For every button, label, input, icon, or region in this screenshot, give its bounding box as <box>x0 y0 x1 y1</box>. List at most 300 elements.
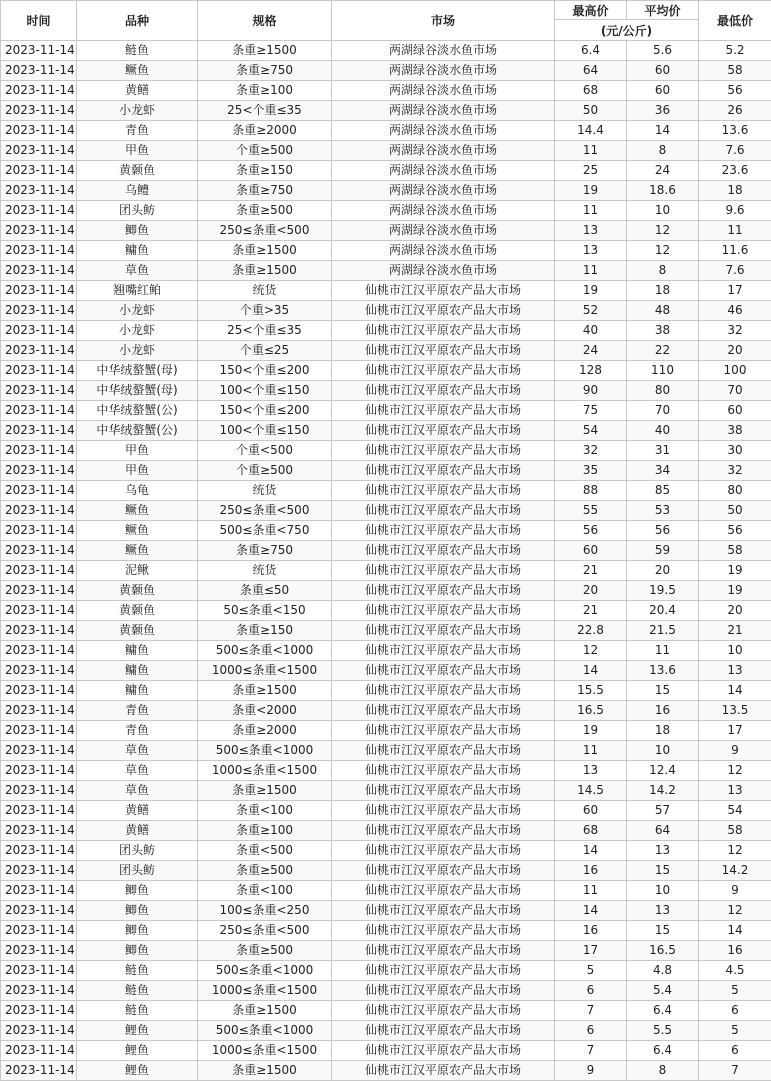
cell-date: 2023-11-14 <box>1 661 77 681</box>
cell-variety: 小龙虾 <box>77 321 198 341</box>
cell-avg-price: 20.4 <box>627 601 699 621</box>
cell-avg-price: 11 <box>627 641 699 661</box>
cell-avg-price: 8 <box>627 1061 699 1081</box>
cell-low-price: 5.2 <box>699 41 771 61</box>
cell-date: 2023-11-14 <box>1 581 77 601</box>
cell-high-price: 25 <box>555 161 627 181</box>
cell-date: 2023-11-14 <box>1 921 77 941</box>
cell-spec: 条重≥150 <box>198 161 332 181</box>
cell-avg-price: 16.5 <box>627 941 699 961</box>
cell-market: 仙桃市江汉平原农产品大市场 <box>332 641 555 661</box>
cell-market: 仙桃市江汉平原农产品大市场 <box>332 301 555 321</box>
table-row <box>1 641 771 661</box>
cell-low-price: 14 <box>699 921 771 941</box>
table-row <box>1 1041 771 1061</box>
cell-high-price: 5 <box>555 961 627 981</box>
cell-market: 仙桃市江汉平原农产品大市场 <box>332 801 555 821</box>
cell-high-price: 60 <box>555 541 627 561</box>
cell-high-price: 7 <box>555 1041 627 1061</box>
cell-avg-price: 15 <box>627 921 699 941</box>
cell-market: 仙桃市江汉平原农产品大市场 <box>332 621 555 641</box>
cell-low-price: 56 <box>699 81 771 101</box>
cell-spec: 条重≥750 <box>198 61 332 81</box>
cell-high-price: 6 <box>555 1021 627 1041</box>
cell-low-price: 16 <box>699 941 771 961</box>
cell-avg-price: 85 <box>627 481 699 501</box>
cell-avg-price: 36 <box>627 101 699 121</box>
cell-market: 仙桃市江汉平原农产品大市场 <box>332 1061 555 1081</box>
table-row <box>1 841 771 861</box>
table-row <box>1 361 771 381</box>
cell-market: 仙桃市江汉平原农产品大市场 <box>332 501 555 521</box>
cell-low-price: 6 <box>699 1001 771 1021</box>
cell-market: 仙桃市江汉平原农产品大市场 <box>332 481 555 501</box>
table-row <box>1 561 771 581</box>
cell-date: 2023-11-14 <box>1 1001 77 1021</box>
cell-low-price: 9 <box>699 741 771 761</box>
cell-market: 仙桃市江汉平原农产品大市场 <box>332 381 555 401</box>
cell-high-price: 68 <box>555 821 627 841</box>
cell-date: 2023-11-14 <box>1 841 77 861</box>
cell-high-price: 11 <box>555 881 627 901</box>
table-row <box>1 621 771 641</box>
cell-low-price: 18 <box>699 181 771 201</box>
cell-variety: 黄颡鱼 <box>77 581 198 601</box>
cell-date: 2023-11-14 <box>1 401 77 421</box>
cell-high-price: 60 <box>555 801 627 821</box>
cell-variety: 乌龟 <box>77 481 198 501</box>
cell-variety: 团头鲂 <box>77 861 198 881</box>
cell-spec: 条重≥1500 <box>198 1001 332 1021</box>
table-row <box>1 241 771 261</box>
cell-market: 仙桃市江汉平原农产品大市场 <box>332 341 555 361</box>
cell-high-price: 14.4 <box>555 121 627 141</box>
cell-date: 2023-11-14 <box>1 341 77 361</box>
table-row <box>1 61 771 81</box>
table-row <box>1 581 771 601</box>
cell-spec: 条重≥1500 <box>198 241 332 261</box>
header-date: 时间 <box>1 1 77 41</box>
header-spec: 规格 <box>198 1 332 41</box>
cell-variety: 青鱼 <box>77 701 198 721</box>
cell-avg-price: 10 <box>627 881 699 901</box>
cell-market: 仙桃市江汉平原农产品大市场 <box>332 561 555 581</box>
cell-market: 两湖绿谷淡水鱼市场 <box>332 221 555 241</box>
cell-market: 仙桃市江汉平原农产品大市场 <box>332 421 555 441</box>
cell-low-price: 7.6 <box>699 141 771 161</box>
cell-spec: 25<个重≤35 <box>198 321 332 341</box>
cell-date: 2023-11-14 <box>1 281 77 301</box>
table-row <box>1 381 771 401</box>
table-row <box>1 961 771 981</box>
cell-date: 2023-11-14 <box>1 361 77 381</box>
cell-variety: 中华绒螯蟹(公) <box>77 421 198 441</box>
cell-spec: 条重≥750 <box>198 541 332 561</box>
cell-avg-price: 13 <box>627 841 699 861</box>
cell-date: 2023-11-14 <box>1 321 77 341</box>
cell-avg-price: 70 <box>627 401 699 421</box>
cell-date: 2023-11-14 <box>1 1041 77 1061</box>
cell-spec: 25<个重≤35 <box>198 101 332 121</box>
cell-market: 仙桃市江汉平原农产品大市场 <box>332 741 555 761</box>
cell-high-price: 128 <box>555 361 627 381</box>
cell-low-price: 14.2 <box>699 861 771 881</box>
cell-market: 仙桃市江汉平原农产品大市场 <box>332 581 555 601</box>
cell-market: 仙桃市江汉平原农产品大市场 <box>332 461 555 481</box>
cell-variety: 中华绒螯蟹(母) <box>77 361 198 381</box>
cell-avg-price: 80 <box>627 381 699 401</box>
cell-high-price: 75 <box>555 401 627 421</box>
cell-spec: 条重<100 <box>198 881 332 901</box>
cell-spec: 1000≤条重<1500 <box>198 981 332 1001</box>
table-row <box>1 481 771 501</box>
cell-spec: 条重≥1500 <box>198 781 332 801</box>
cell-market: 仙桃市江汉平原农产品大市场 <box>332 401 555 421</box>
table-row <box>1 401 771 421</box>
cell-low-price: 32 <box>699 321 771 341</box>
cell-avg-price: 18 <box>627 721 699 741</box>
cell-spec: 条重≥1500 <box>198 261 332 281</box>
cell-avg-price: 18.6 <box>627 181 699 201</box>
cell-date: 2023-11-14 <box>1 961 77 981</box>
cell-spec: 条重≥150 <box>198 621 332 641</box>
cell-date: 2023-11-14 <box>1 41 77 61</box>
cell-variety: 鳜鱼 <box>77 61 198 81</box>
cell-spec: 个重>35 <box>198 301 332 321</box>
cell-spec: 条重≥1500 <box>198 1061 332 1081</box>
cell-variety: 鳜鱼 <box>77 521 198 541</box>
cell-date: 2023-11-14 <box>1 901 77 921</box>
table-body <box>1 41 771 1081</box>
cell-spec: 条重≤50 <box>198 581 332 601</box>
cell-avg-price: 8 <box>627 141 699 161</box>
table-row <box>1 161 771 181</box>
cell-high-price: 13 <box>555 221 627 241</box>
cell-market: 仙桃市江汉平原农产品大市场 <box>332 321 555 341</box>
cell-low-price: 13 <box>699 661 771 681</box>
cell-spec: 条重≥500 <box>198 861 332 881</box>
cell-high-price: 19 <box>555 721 627 741</box>
cell-avg-price: 13.6 <box>627 661 699 681</box>
cell-high-price: 16 <box>555 921 627 941</box>
cell-low-price: 11.6 <box>699 241 771 261</box>
header-low-price: 最低价 <box>699 1 771 41</box>
table-row <box>1 441 771 461</box>
cell-variety: 草鱼 <box>77 781 198 801</box>
cell-market: 两湖绿谷淡水鱼市场 <box>332 141 555 161</box>
cell-avg-price: 14 <box>627 121 699 141</box>
cell-low-price: 13 <box>699 781 771 801</box>
cell-low-price: 50 <box>699 501 771 521</box>
cell-market: 两湖绿谷淡水鱼市场 <box>332 261 555 281</box>
cell-date: 2023-11-14 <box>1 441 77 461</box>
cell-date: 2023-11-14 <box>1 521 77 541</box>
cell-market: 两湖绿谷淡水鱼市场 <box>332 181 555 201</box>
cell-variety: 鲤鱼 <box>77 1061 198 1081</box>
cell-high-price: 64 <box>555 61 627 81</box>
cell-low-price: 4.5 <box>699 961 771 981</box>
cell-spec: 500≤条重<1000 <box>198 961 332 981</box>
table-row <box>1 821 771 841</box>
table-row <box>1 341 771 361</box>
cell-spec: 统货 <box>198 481 332 501</box>
cell-avg-price: 14.2 <box>627 781 699 801</box>
cell-market: 两湖绿谷淡水鱼市场 <box>332 61 555 81</box>
cell-avg-price: 59 <box>627 541 699 561</box>
cell-high-price: 9 <box>555 1061 627 1081</box>
cell-avg-price: 4.8 <box>627 961 699 981</box>
header-variety: 品种 <box>77 1 198 41</box>
cell-high-price: 12 <box>555 641 627 661</box>
cell-spec: 条重≥1500 <box>198 41 332 61</box>
cell-variety: 鲤鱼 <box>77 1021 198 1041</box>
cell-market: 仙桃市江汉平原农产品大市场 <box>332 681 555 701</box>
cell-low-price: 60 <box>699 401 771 421</box>
cell-avg-price: 34 <box>627 461 699 481</box>
table-row <box>1 521 771 541</box>
cell-spec: 条重≥500 <box>198 201 332 221</box>
cell-variety: 黄颡鱼 <box>77 161 198 181</box>
header-unit: (元/公斤) <box>555 20 699 41</box>
cell-date: 2023-11-14 <box>1 161 77 181</box>
cell-variety: 草鱼 <box>77 261 198 281</box>
cell-high-price: 20 <box>555 581 627 601</box>
cell-spec: 统货 <box>198 561 332 581</box>
cell-market: 仙桃市江汉平原农产品大市场 <box>332 861 555 881</box>
cell-low-price: 17 <box>699 721 771 741</box>
table-row <box>1 721 771 741</box>
cell-market: 仙桃市江汉平原农产品大市场 <box>332 881 555 901</box>
table-row <box>1 301 771 321</box>
cell-spec: 500≤条重<1000 <box>198 741 332 761</box>
cell-variety: 小龙虾 <box>77 341 198 361</box>
cell-avg-price: 20 <box>627 561 699 581</box>
cell-low-price: 58 <box>699 541 771 561</box>
cell-date: 2023-11-14 <box>1 1021 77 1041</box>
cell-avg-price: 24 <box>627 161 699 181</box>
cell-high-price: 6 <box>555 981 627 1001</box>
cell-high-price: 68 <box>555 81 627 101</box>
cell-market: 仙桃市江汉平原农产品大市场 <box>332 921 555 941</box>
cell-high-price: 21 <box>555 601 627 621</box>
cell-variety: 甲鱼 <box>77 461 198 481</box>
cell-low-price: 56 <box>699 521 771 541</box>
cell-high-price: 19 <box>555 181 627 201</box>
cell-spec: 条重≥100 <box>198 821 332 841</box>
cell-variety: 黄颡鱼 <box>77 621 198 641</box>
cell-low-price: 19 <box>699 561 771 581</box>
table-row <box>1 901 771 921</box>
cell-variety: 草鱼 <box>77 741 198 761</box>
table-row <box>1 41 771 61</box>
cell-low-price: 23.6 <box>699 161 771 181</box>
cell-high-price: 56 <box>555 521 627 541</box>
cell-low-price: 13.5 <box>699 701 771 721</box>
cell-variety: 中华绒螯蟹(母) <box>77 381 198 401</box>
cell-avg-price: 57 <box>627 801 699 821</box>
cell-market: 仙桃市江汉平原农产品大市场 <box>332 441 555 461</box>
cell-spec: 250≤条重<500 <box>198 221 332 241</box>
cell-market: 仙桃市江汉平原农产品大市场 <box>332 701 555 721</box>
cell-spec: 100<个重≤150 <box>198 381 332 401</box>
cell-variety: 鲫鱼 <box>77 921 198 941</box>
cell-market: 两湖绿谷淡水鱼市场 <box>332 241 555 261</box>
cell-variety: 泥鳅 <box>77 561 198 581</box>
cell-date: 2023-11-14 <box>1 241 77 261</box>
cell-date: 2023-11-14 <box>1 941 77 961</box>
cell-avg-price: 10 <box>627 741 699 761</box>
cell-spec: 条重≥2000 <box>198 121 332 141</box>
cell-date: 2023-11-14 <box>1 601 77 621</box>
cell-low-price: 26 <box>699 101 771 121</box>
cell-spec: 条重≥2000 <box>198 721 332 741</box>
cell-variety: 团头鲂 <box>77 841 198 861</box>
cell-date: 2023-11-14 <box>1 741 77 761</box>
cell-market: 两湖绿谷淡水鱼市场 <box>332 81 555 101</box>
cell-avg-price: 38 <box>627 321 699 341</box>
cell-date: 2023-11-14 <box>1 641 77 661</box>
table-row <box>1 321 771 341</box>
cell-variety: 鲢鱼 <box>77 981 198 1001</box>
cell-low-price: 13.6 <box>699 121 771 141</box>
cell-spec: 500≤条重<750 <box>198 521 332 541</box>
cell-low-price: 7.6 <box>699 261 771 281</box>
cell-spec: 150<个重≤200 <box>198 401 332 421</box>
table-row <box>1 761 771 781</box>
cell-avg-price: 60 <box>627 81 699 101</box>
cell-variety: 鲢鱼 <box>77 961 198 981</box>
cell-low-price: 38 <box>699 421 771 441</box>
cell-variety: 黄颡鱼 <box>77 601 198 621</box>
table-row <box>1 601 771 621</box>
cell-market: 两湖绿谷淡水鱼市场 <box>332 161 555 181</box>
cell-high-price: 88 <box>555 481 627 501</box>
cell-date: 2023-11-14 <box>1 1061 77 1081</box>
cell-avg-price: 8 <box>627 261 699 281</box>
cell-low-price: 17 <box>699 281 771 301</box>
cell-market: 仙桃市江汉平原农产品大市场 <box>332 941 555 961</box>
cell-spec: 250≤条重<500 <box>198 501 332 521</box>
table-row <box>1 201 771 221</box>
table-row <box>1 801 771 821</box>
cell-date: 2023-11-14 <box>1 381 77 401</box>
table-row <box>1 981 771 1001</box>
cell-avg-price: 5.5 <box>627 1021 699 1041</box>
cell-variety: 鲢鱼 <box>77 41 198 61</box>
cell-market: 仙桃市江汉平原农产品大市场 <box>332 721 555 741</box>
cell-spec: 条重<100 <box>198 801 332 821</box>
cell-high-price: 40 <box>555 321 627 341</box>
cell-low-price: 32 <box>699 461 771 481</box>
cell-spec: 条重<500 <box>198 841 332 861</box>
table-row <box>1 421 771 441</box>
cell-avg-price: 6.4 <box>627 1001 699 1021</box>
cell-date: 2023-11-14 <box>1 681 77 701</box>
cell-market: 仙桃市江汉平原农产品大市场 <box>332 601 555 621</box>
cell-low-price: 100 <box>699 361 771 381</box>
cell-spec: 个重≥500 <box>198 141 332 161</box>
cell-avg-price: 12 <box>627 221 699 241</box>
cell-market: 仙桃市江汉平原农产品大市场 <box>332 981 555 1001</box>
cell-high-price: 15.5 <box>555 681 627 701</box>
cell-low-price: 9 <box>699 881 771 901</box>
cell-market: 两湖绿谷淡水鱼市场 <box>332 41 555 61</box>
cell-high-price: 11 <box>555 741 627 761</box>
cell-spec: 1000≤条重<1500 <box>198 661 332 681</box>
cell-variety: 鲫鱼 <box>77 221 198 241</box>
cell-spec: 条重<2000 <box>198 701 332 721</box>
cell-variety: 鳙鱼 <box>77 641 198 661</box>
cell-low-price: 6 <box>699 1041 771 1061</box>
cell-high-price: 52 <box>555 301 627 321</box>
cell-high-price: 7 <box>555 1001 627 1021</box>
cell-avg-price: 12 <box>627 241 699 261</box>
table-row <box>1 881 771 901</box>
cell-market: 两湖绿谷淡水鱼市场 <box>332 121 555 141</box>
cell-low-price: 9.6 <box>699 201 771 221</box>
cell-avg-price: 31 <box>627 441 699 461</box>
cell-variety: 小龙虾 <box>77 301 198 321</box>
cell-high-price: 35 <box>555 461 627 481</box>
table-row <box>1 661 771 681</box>
cell-high-price: 19 <box>555 281 627 301</box>
cell-variety: 鲢鱼 <box>77 1001 198 1021</box>
cell-low-price: 19 <box>699 581 771 601</box>
table-row <box>1 741 771 761</box>
table-row <box>1 101 771 121</box>
header-high-price: 最高价 <box>555 1 627 20</box>
cell-avg-price: 60 <box>627 61 699 81</box>
cell-spec: 统货 <box>198 281 332 301</box>
cell-market: 两湖绿谷淡水鱼市场 <box>332 101 555 121</box>
header-market: 市场 <box>332 1 555 41</box>
cell-variety: 甲鱼 <box>77 141 198 161</box>
cell-high-price: 11 <box>555 141 627 161</box>
cell-date: 2023-11-14 <box>1 201 77 221</box>
cell-high-price: 11 <box>555 261 627 281</box>
cell-high-price: 21 <box>555 561 627 581</box>
cell-market: 仙桃市江汉平原农产品大市场 <box>332 841 555 861</box>
cell-variety: 黄鳝 <box>77 801 198 821</box>
table-row <box>1 861 771 881</box>
cell-avg-price: 15 <box>627 861 699 881</box>
table-row <box>1 461 771 481</box>
cell-date: 2023-11-14 <box>1 721 77 741</box>
cell-high-price: 50 <box>555 101 627 121</box>
cell-avg-price: 6.4 <box>627 1041 699 1061</box>
cell-low-price: 14 <box>699 681 771 701</box>
table-row <box>1 181 771 201</box>
cell-spec: 条重≥500 <box>198 941 332 961</box>
table-row <box>1 1061 771 1081</box>
cell-variety: 黄鳝 <box>77 81 198 101</box>
cell-market: 仙桃市江汉平原农产品大市场 <box>332 1001 555 1021</box>
cell-spec: 个重≥500 <box>198 461 332 481</box>
cell-spec: 250≤条重<500 <box>198 921 332 941</box>
cell-date: 2023-11-14 <box>1 541 77 561</box>
cell-variety: 鳙鱼 <box>77 661 198 681</box>
cell-variety: 黄鳝 <box>77 821 198 841</box>
cell-market: 仙桃市江汉平原农产品大市场 <box>332 521 555 541</box>
cell-variety: 青鱼 <box>77 121 198 141</box>
cell-date: 2023-11-14 <box>1 101 77 121</box>
cell-date: 2023-11-14 <box>1 481 77 501</box>
cell-low-price: 12 <box>699 841 771 861</box>
cell-low-price: 20 <box>699 601 771 621</box>
cell-spec: 50≤条重<150 <box>198 601 332 621</box>
cell-low-price: 5 <box>699 981 771 1001</box>
table-header <box>1 1 771 41</box>
